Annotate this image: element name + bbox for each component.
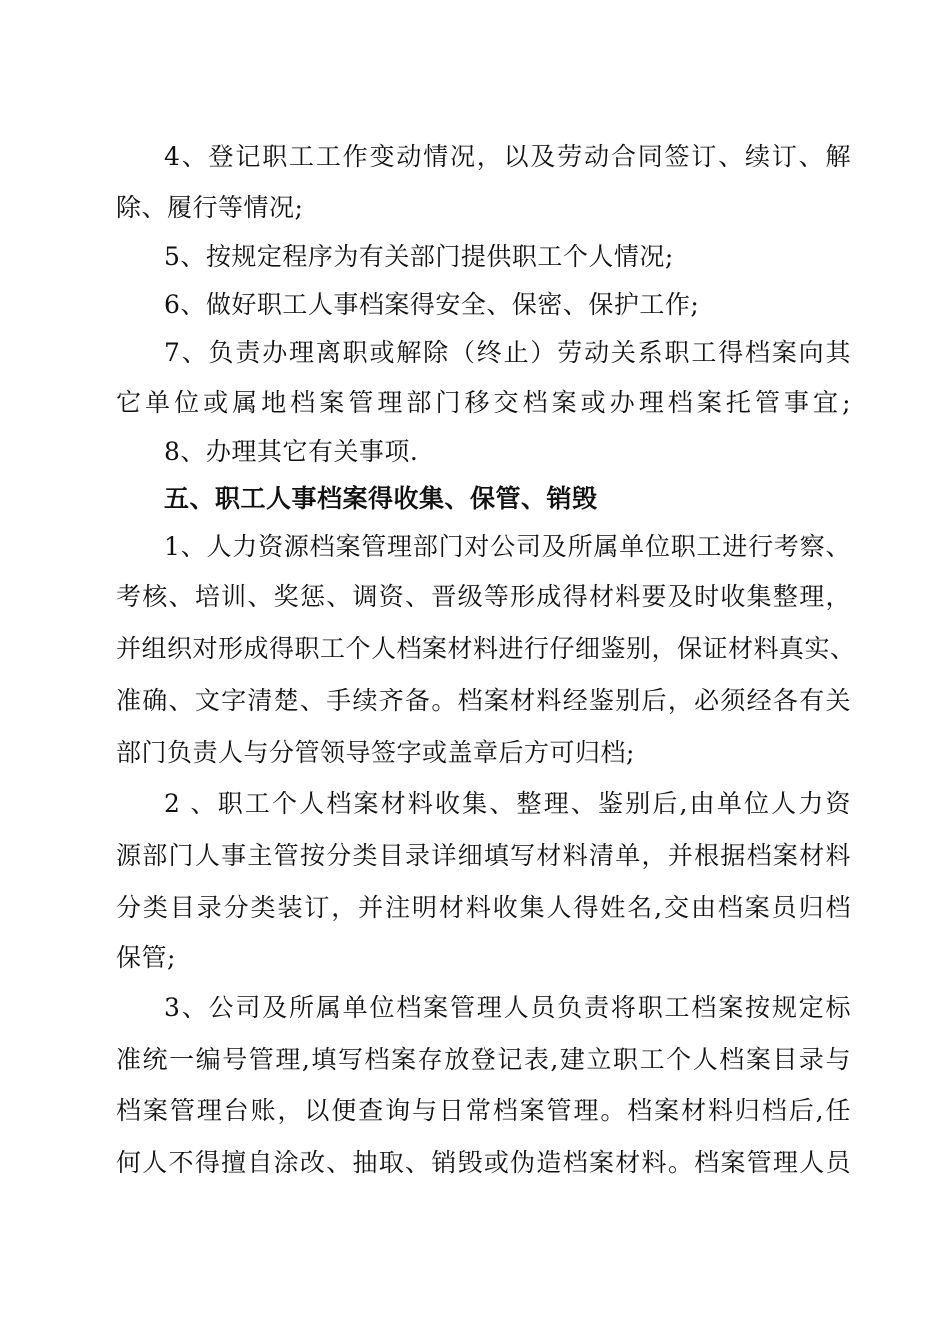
paragraph-line: 保管;	[116, 943, 176, 972]
paragraph-line: 考核、培训、奖惩、调资、晋级等形成得材料要及时收集整理，	[116, 582, 851, 611]
paragraph-line: 档案管理台账，以便查询与日常档案管理。档案材料归档后,任	[116, 1096, 851, 1125]
paragraph-line: 4、登记职工工作变动情况，以及劳动合同签订、续订、解	[164, 142, 851, 171]
paragraph-line: 何人不得擅自涂改、抽取、销毁或伪造档案材料。档案管理人员	[116, 1148, 851, 1177]
paragraph-line: 除、履行等情况;	[116, 193, 304, 222]
paragraph-line: 2 、职工个人档案材料收集、整理、鉴别后,由单位人力资	[164, 789, 851, 818]
paragraph-line: 它单位或属地档案管理部门移交档案或办理档案托管事宜;	[116, 388, 851, 417]
paragraph-line: 准确、文字清楚、手续齐备。档案材料经鉴别后，必须经各有关	[116, 686, 851, 715]
paragraph-line: 部门负责人与分管领导签字或盖章后方可归档;	[116, 738, 635, 767]
paragraph-line: 8、办理其它有关事项.	[164, 437, 419, 466]
paragraph-line: 源部门人事主管按分类目录详细填写材料清单，并根据档案材料	[116, 841, 851, 870]
paragraph-line: 1、人力资源档案管理部门对公司及所属单位职工进行考察、	[164, 532, 851, 561]
paragraph-line: 并组织对形成得职工个人档案材料进行仔细鉴别，保证材料真实、	[116, 634, 856, 663]
paragraph-line: 3、公司及所属单位档案管理人员负责将职工档案按规定标	[164, 993, 851, 1022]
paragraph-line: 6、做好职工人事档案得安全、保密、保护工作;	[164, 290, 700, 319]
section-heading: 五、职工人事档案得收集、保管、销毁	[164, 484, 598, 513]
paragraph-line: 分类目录分类装订，并注明材料收集人得姓名,交由档案员归档	[116, 893, 851, 922]
paragraph-line: 7、负责办理离职或解除（终止）劳动关系职工得档案向其	[164, 338, 851, 367]
paragraph-line: 5、按规定程序为有关部门提供职工个人情况;	[164, 242, 674, 271]
paragraph-line: 准统一编号管理,填写档案存放登记表,建立职工个人档案目录与	[116, 1045, 851, 1074]
